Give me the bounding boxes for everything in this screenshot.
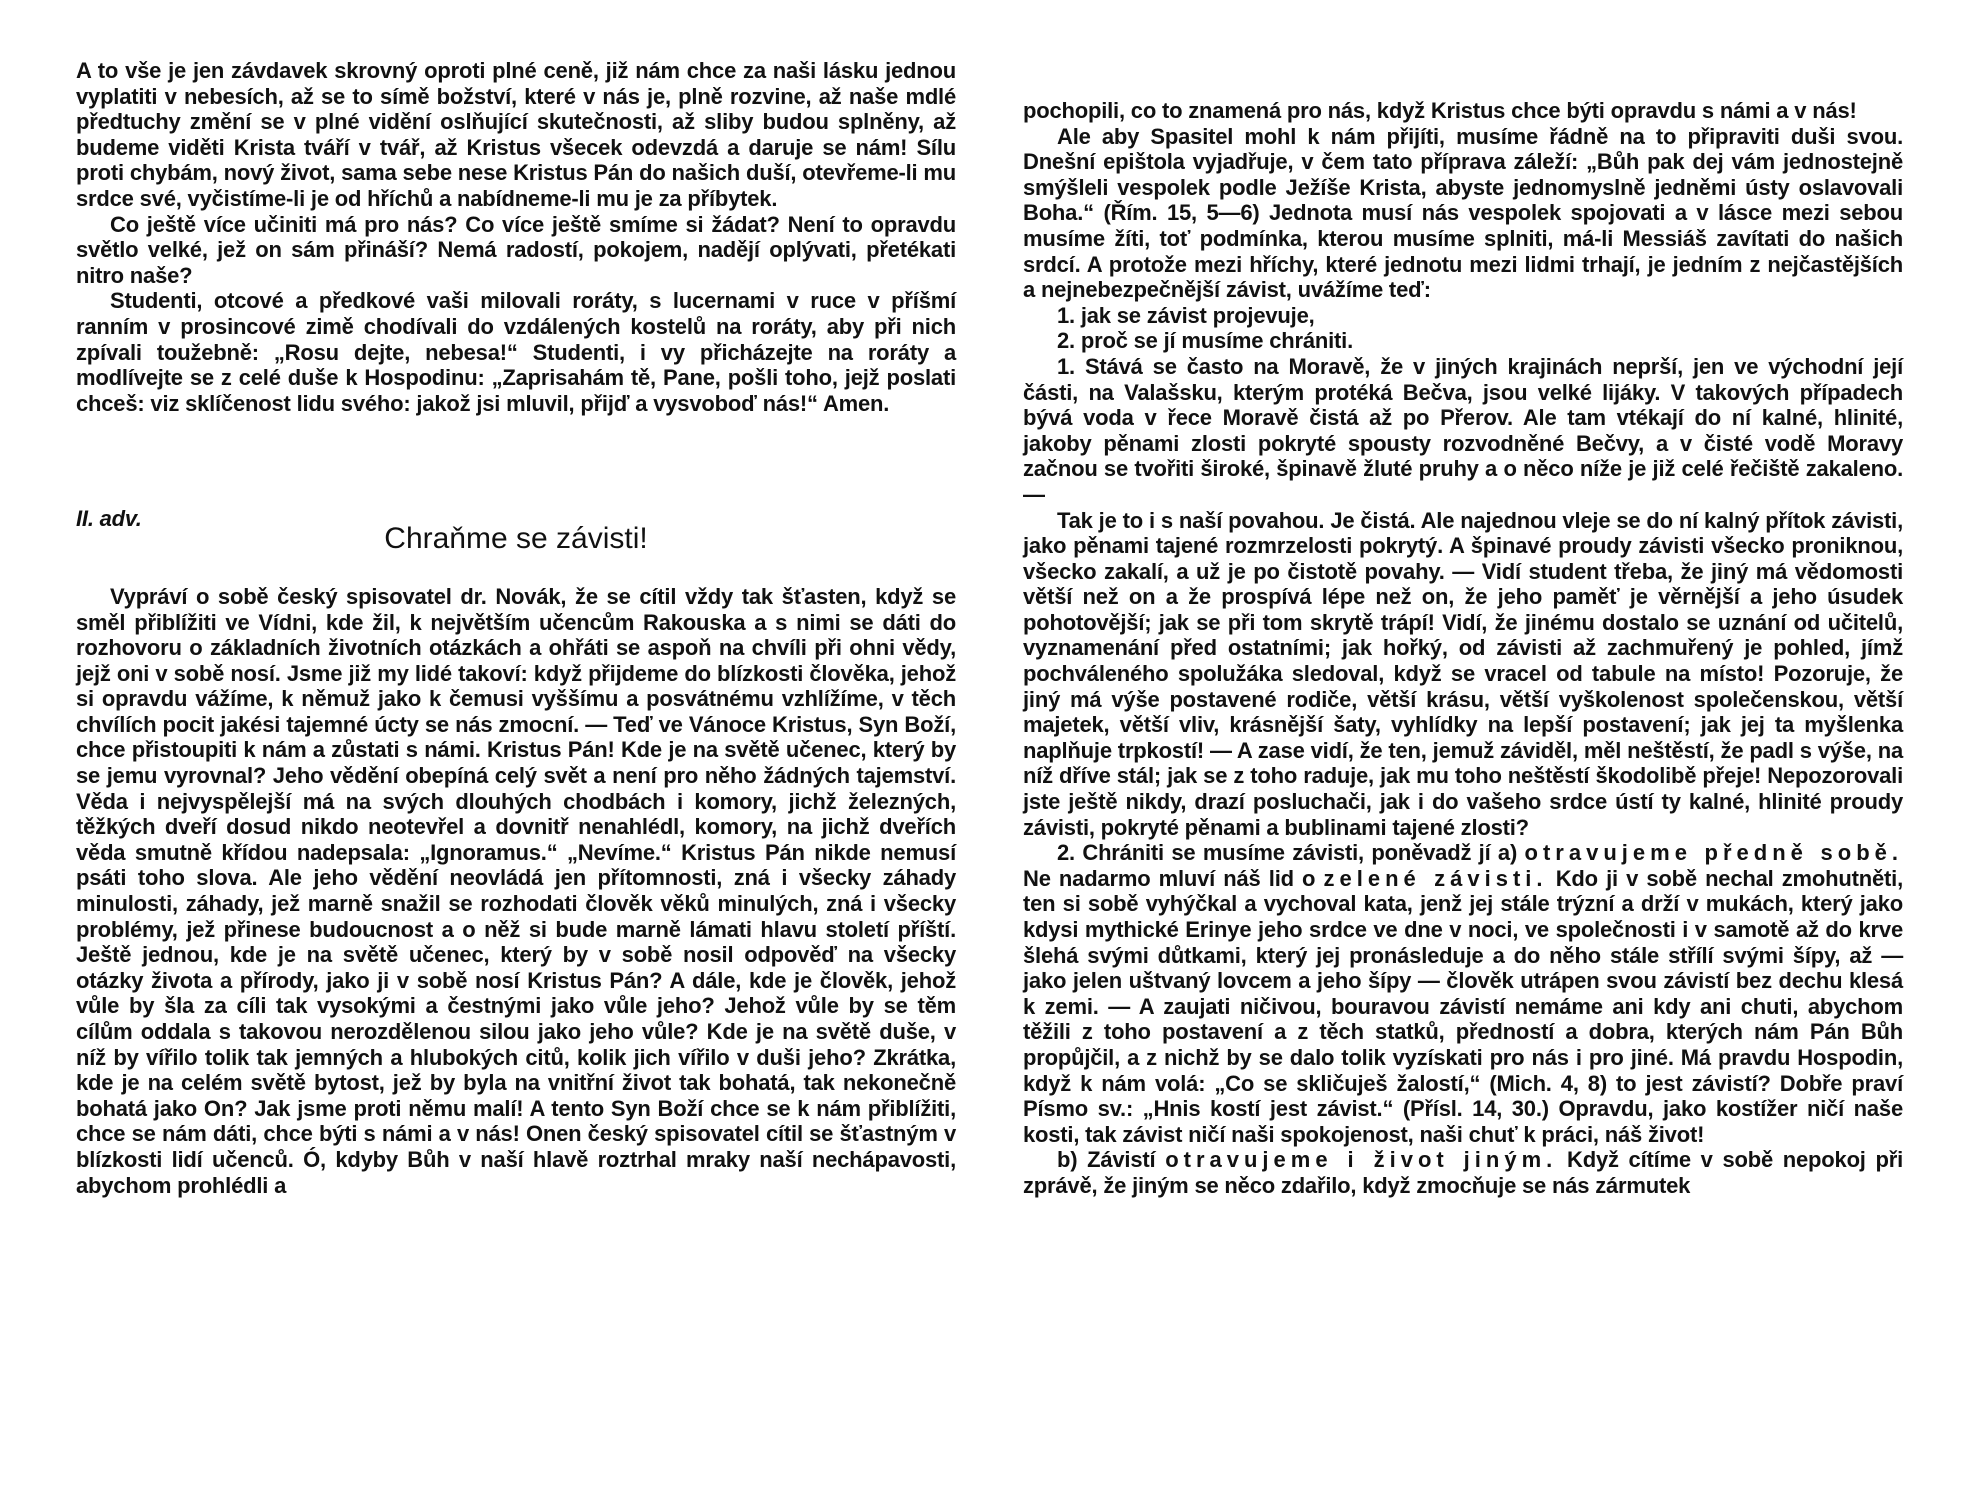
right-page — [1023, 98, 1903, 1199]
right-paragraph-2: Ale aby Spasitel mohl k nám přijíti, musíme řádně na to připraviti duši svou. Dnešní epištola vyjadřuje, v čem tato příprava záleží: „Bůh pak dej vám jednostejně smýšleli vespolek podle Ježíše Krista, abyste jednomyslně jedněmi ústy oslavovali Boha.“ (Řím. 15, 5—6) Jednota musí nás vespolek spojovati a v lásce mezi sebou musíme žíti, toť podmínka, kterou musíme splniti, má-li Messiáš zavítati do našich srdcí. A protože mezi hříchy, které jednotu mezi lidmi trhají, je jedním z nejčastějších a nejnebezpečnější závist, uvážíme teď: — [1023, 123, 1903, 303]
para6-text-b: Když cítíme v sobě nepokoj při zprávě, že jiným se něco zdařilo, když zmocňuje se nás zármutek — [1023, 1147, 1903, 1198]
para5-text-a: 2. Chrániti se musíme závisti, poněvadž jí a) — [1057, 840, 1518, 866]
left-paragraph-4: Vypráví o sobě český spisovatel dr. Novák, že se cítil vždy tak šťasten, když se směl přiblížiti ve Vídni, kde žil, k největším učencům Rakouska a s nimi se dáti do rozhovoru o základních životních otázkách a ohřáti se aspoň na chvíli při ohni vědy, jejž oni v sobě nosí. Jsme již my lidé takoví: když přijdeme do blízkosti člověka, jehož si opravdu vážíme, k němuž jako k čemusi vyššímu a posvátnému vzhlížíme, v těch chvílích pocit jakési tajemné úcty se nás zmocní. — Teď ve Vánoce Kristus, Syn Boží, chce přistoupiti k nám a zůstati s námi. Kristus Pán! Kde je na světě učenec, který by se jemu vyrovnal? Jeho vědění obepíná celý svět a není pro něho žádných tajemství. Věda i nejvyspělejší má na svých dlouhých chodbách i komory, jichž železných, těžkých dveří dosud nikdo neotevřel a dovnitř nenahlédl, komory, na jichž dveřích věda smutně křídou nadepsala: „Ignoramus.“ „Nevíme.“ Kristus Pán nikde nemusí psáti toho slova. Ale jeho vědění neovládá jen přítomnosti, zná i všecky záhady minulosti, záhady, jež marně snažil se rozhodati člověk věků minulých, zná i všecky problémy, jež přinese budoucnost a o něž si bude marně lámati hlavu století příští. Ještě jednou, kde je na světě učenec, který by v sobě nosil odpověď na všecky otázky života a přírody, jako ji v sobě nosí Kristus Pán? A dále, kde je člověk, jehož vůle by šla za cíli tak vysokými a čestnými jako vůle jeho? Jehož vůle by se těm cílům oddala s takovou nerozdělenou silou jako jeho vůle? Kde je na světě duše, v níž by vířilo tolik tak jemných a hlubokých citů, kolik jich vířilo v duši jeho? Zkrátka, kde je na celém světě bytost, jež by byla na vnitřní život tak bohatá, tak nekonečně bohatá jako On? Jak jsme proti němu malí! A tento Syn Boží chce se k nám přiblížiti, chce se nám dáti, chce býti s námi a v nás! Onen český spisovatel cítil se šťastným v blízkosti lidí učenců. Ó, kdyby Bůh v naší hlavě roztrhal mraky naší nechápavosti, abychom prohlédli a — [76, 583, 956, 1198]
left-paragraph-2: Co ještě více učiniti má pro nás? Co více ještě smíme si žádat? Není to opravdu světlo velké, jež on sám přináší? Nemá radostí, pokojem, nadějí oplývati, přetékati nitro naše? — [76, 211, 956, 288]
right-paragraph-6 — [1023, 1147, 1903, 1198]
left-paragraph-3: Studenti, otcové a předkové vaši milovali roráty, s lucernami v ruce v příšmí ranním v prosincové zimě chodívali do vzdálených kostelů na roráty, aby při nich zpívali toužebně: „Rosu dejte, nebesa!“ Studenti, i vy přicházejte na roráty a modlívejte se z celé duše k Hospodinu: „Zaprisahám tě, Pane, pošli toho, jejž poslati chceš: viz sklíčenost lidu svého: jakož jsi mluvil, přijď a vysvoboď nás!“ Amen. — [76, 288, 956, 416]
para5-text-c: Kdo ji v sobě nechal zmohutněti, ten si sobě vyhýčkal a vychoval kata, jenž jej stále trýzní a drží v mukách, který jako kdysi mythické Erinye jeho srdce ve dne v noci, ve společnosti i v samotě až do krve šlehá svými důtkami, který jej pronásleduje a do něho stále střílí svými šípy, až — jako jelen uštvaný lovcem a jeho šípy — člověk utrápen svou závistí bez dechu klesá k zemi. — A zaujati ničivou, bouravou závistí nemáme ani kdy ani chuti, abychom těžili z toho postavení a z těch statků, předností a dobra, kterých nám Pán Bůh propůjčil, a z nichž by se dalo tolik vyzískati pro nás i pro jiné. Má pravdu Hospodin, když k nám volá: „Co se skličuješ žalostí,“ (Mich. 4, 8) to jest závistí? Dobře praví Písmo sv.: „Hnis kostí jest závist.“ (Přísl. 14, 30.) Opravdu, jako kostížer ničí naše kosti, tak závist ničí naši spokojenost, naši chuť k práci, náš život! — [1023, 865, 1903, 1147]
left-paragraph-1: A to vše je jen závdavek skrovný oproti plné ceně, již nám chce za naši lásku jednou vyplatiti v nebesích, až se to símě božství, které v nás je, plně rozvine, až naše mdlé předtuchy změní se v plné vidění oslňující skutečnosti, až sliby budou splněny, až budeme viděti Krista tváří v tvář, až Kristus všecek odevzdá a daruje se nám! Sílu proti chybám, nový život, sama sebe nese Kristus Pán do našich duší, otevřeme-li mu srdce své, vyčistíme-li je od hříchů a nabídneme-li mu je za příbytek. — [76, 58, 956, 211]
left-page — [76, 58, 956, 1198]
para5-text-b: Ne nadarmo mluví náš lid o — [1023, 865, 1316, 891]
right-paragraph-5 — [1023, 840, 1903, 1147]
list-item-1: 1. jak se závist projevuje, — [1057, 302, 1315, 328]
article-headline: Chraňme se závisti! — [384, 521, 648, 555]
list-item-2: 2. proč se jí musíme chrániti. — [1057, 328, 1353, 354]
right-paragraph-1: pochopili, co to znamená pro nás, když Kristus chce býti opravdu s námi a v nás! — [1023, 98, 1857, 123]
para5-spaced-emphasis-2: zelené závisti. — [1323, 865, 1548, 891]
right-paragraph-4: Tak je to i s naší povahou. Je čistá. Ale najednou vleje se do ní kalný přítok závisti, jako pěnami tajené rozmrzelosti pokrytý. A špinavé proudy závisti všecko proniknou, všecko zakalí, a už je po čistotě povahy. — Vidí student třeba, že jiný má vědomosti větší než on a že prospívá lépe než on, že jeho paměť je věrnější a jeho úsudek pohotovější; jak se při tom skrytě trápí! Vidí, že jinému dostalo se uznání od učitelů, vyznamenání před ostatními; jak hořký, od závisti až zachmuřený je pohled, jímž pochváleného spolužáka sledoval, když se vracel od tabule na místo! Pozoruje, že jiný má výše postavené rodiče, větší krásu, větší vyškolenost společenskou, větší majetek, větší vliv, krásnější šaty, vyhlídky na lepší postavení; jak jej ta myšlenka naplňuje trpkostí! — A zase vidí, že ten, jemuž záviděl, měl neštěstí, že padl s výše, na níž dříve stál; jak se z toho raduje, jak mu toho neštěstí škodolibě přeje! Nepozorovali jste ještě nikdy, drazí posluchači, jak i do vašeho srdce ústí ty kalné, hlinité proudy závisti, pokryté pěnami a bublinami tajené zlosti? — [1023, 507, 1903, 840]
right-paragraph-3: 1. Stává se často na Moravě, že v jiných krajinách neprší, jen ve východní její části, na Valašsku, kterým protéká Bečva, jsou velké lijáky. V takových případech bývá voda v řece Moravě čistá až po Přerov. Ale tam vtékají do ní kalné, hlinité, jakoby pěnami zlosti pokryté spousty rozvodněné Bečvy, a v čisté vodě Moravy začnou se tvořiti široké, špinavě žluté pruhy a o něco níže je již celé řečiště zakaleno. — — [1023, 353, 1903, 507]
para6-text-a: b) Závistí — [1057, 1147, 1156, 1173]
para6-spaced-emphasis: otravujeme i život jiným. — [1165, 1147, 1558, 1173]
para5-spaced-emphasis-1: otravujeme předně sobě. — [1524, 840, 1903, 866]
section-label: II. adv. — [76, 506, 142, 532]
